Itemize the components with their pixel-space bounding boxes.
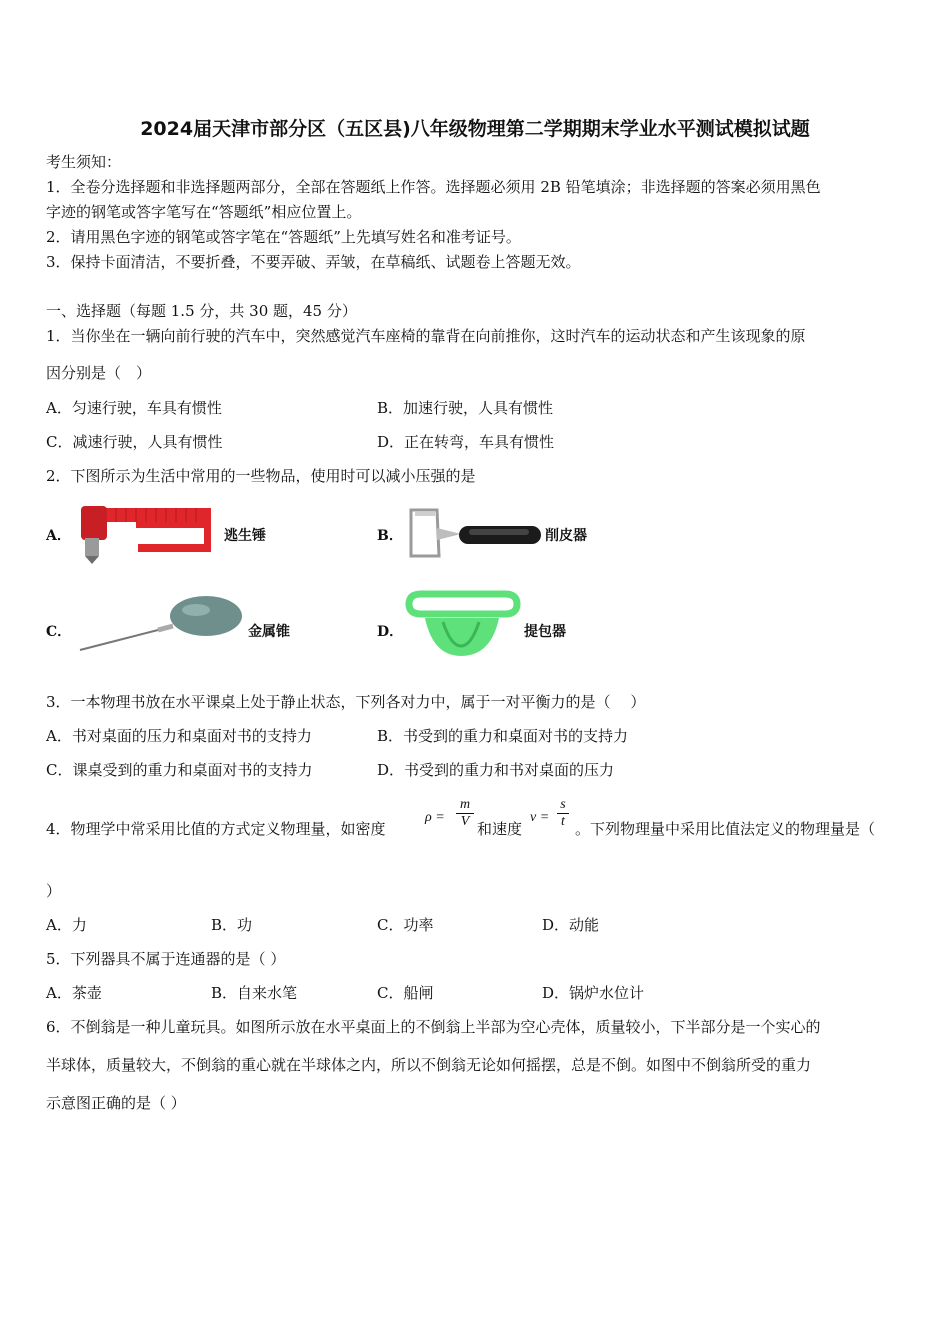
question-3-stem: 3．一本物理书放在水平课桌上处于静止状态，下列各对力中，属于一对平衡力的是（ ）: [46, 693, 646, 711]
volume-symbol: V: [460, 814, 470, 829]
metal-awl-image: [78, 594, 246, 656]
question-4-stem: 和速度: [477, 820, 523, 838]
q2-option-c-name: 金属锥: [248, 624, 290, 640]
distance-symbol: s: [560, 797, 566, 812]
section-heading: 一、选择题（每题 1.5 分，共 30 题，45 分）: [46, 302, 357, 320]
q4-option-c: C．功率: [377, 916, 434, 934]
notice-item: 1．全卷分选择题和非选择题两部分，全部在答题纸上作答。选择题必须用 2B 铅笔填涂；非选择题的答案必须用黑色: [46, 178, 821, 196]
question-5-stem: 5．下列器具不属于连通器的是（ ）: [46, 950, 286, 968]
q2-option-d-name: 提包器: [524, 624, 566, 640]
page-title: 2024届天津市部分区（五区县)八年级物理第二学期期末学业水平测试模拟试题: [140, 118, 810, 140]
q5-option-a: A．茶壶: [46, 984, 102, 1002]
question-4-stem: 4．物理学中常采用比值的方式定义物理量，如密度: [46, 820, 386, 838]
q1-option-d: D．正在转弯，车具有惯性: [377, 433, 555, 451]
q4-option-b: B．功: [211, 916, 253, 934]
density-fraction: [456, 797, 474, 830]
escape-hammer-image: [76, 500, 216, 568]
question-6-stem: 示意图正确的是（ ）: [46, 1094, 186, 1112]
q1-option-a: A．匀速行驶，车具有惯性: [46, 399, 222, 417]
q5-option-b: B．自来水笔: [211, 984, 298, 1002]
q5-option-d: D．锅炉水位计: [542, 984, 645, 1002]
question-6-stem: 6．不倒翁是一种儿童玩具。如图所示放在水平桌面上的不倒翁上半部为空心壳体，质量较小，下半部分是一个实心的: [46, 1018, 821, 1036]
question-4-stem: ）: [46, 882, 62, 900]
question-2-stem: 2．下图所示为生活中常用的一些物品，使用时可以减小压强的是: [46, 467, 476, 485]
question-1-stem: 1．当你坐在一辆向前行驶的汽车中，突然感觉汽车座椅的靠背在向前推你，这时汽车的运动状态和产生该现象的原: [46, 327, 806, 345]
q3-option-d: D．书受到的重力和书对桌面的压力: [377, 761, 615, 779]
bag-holder-image: [403, 590, 523, 662]
q3-option-a: A．书对桌面的压力和桌面对书的支持力: [46, 727, 312, 745]
q5-option-c: C．船闸: [377, 984, 434, 1002]
q3-option-b: B．书受到的重力和桌面对书的支持力: [377, 727, 629, 745]
notice-heading: 考生须知：: [46, 153, 122, 171]
notice-item: 3．保持卡面清洁，不要折叠，不要弄破、弄皱，在草稿纸、试题卷上答题无效。: [46, 253, 581, 271]
question-4-stem: 。下列物理量中采用比值法定义的物理量是（: [575, 820, 876, 838]
q4-option-a: A．力: [46, 916, 87, 934]
q1-option-b: B．加速行驶，人具有惯性: [377, 399, 554, 417]
question-6-stem: 半球体，质量较大，不倒翁的重心就在半球体之内，所以不倒翁无论如何摇摆，总是不倒。如图中不倒翁所受的重力: [46, 1056, 812, 1074]
q2-option-a-label: A．: [46, 528, 71, 544]
mass-symbol: m: [459, 797, 471, 812]
q2-option-d-label: D．: [377, 624, 404, 640]
density-symbol: ρ =: [425, 810, 445, 825]
speed-fraction: [557, 797, 569, 830]
q2-option-b-name: 削皮器: [545, 528, 587, 544]
speed-symbol: v =: [530, 810, 550, 825]
q3-option-c: C．课桌受到的重力和桌面对书的支持力: [46, 761, 313, 779]
q1-option-c: C．减速行驶，人具有惯性: [46, 433, 223, 451]
q2-option-a-name: 逃生锤: [224, 528, 266, 544]
notice-item: 2．请用黑色字迹的钢笔或答字笔在“答题纸”上先填写姓名和准考证号。: [46, 228, 521, 246]
time-symbol: t: [561, 814, 565, 829]
question-1-stem: 因分别是（ ）: [46, 364, 152, 382]
notice-item: 字迹的钢笔或答字笔写在“答题纸”相应位置上。: [46, 203, 362, 221]
q2-option-b-label: B．: [377, 528, 403, 544]
q4-option-d: D．动能: [542, 916, 600, 934]
q2-option-c-label: C．: [46, 624, 72, 640]
peeler-image: [403, 500, 543, 562]
